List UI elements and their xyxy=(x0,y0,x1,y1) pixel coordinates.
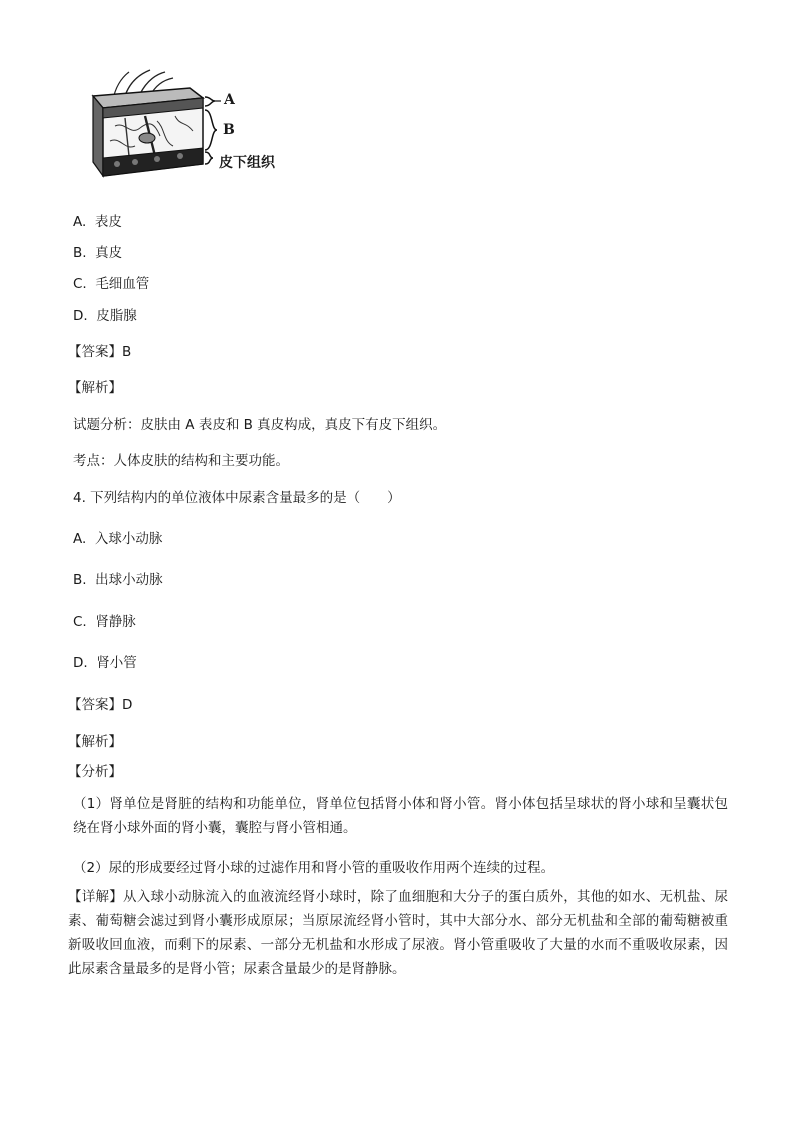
q4-option-b xyxy=(73,570,163,590)
q3-option-c xyxy=(73,274,149,294)
option-text: 肾小管 xyxy=(96,655,137,671)
q4-option-a xyxy=(73,529,162,549)
q4-detail xyxy=(68,885,728,981)
answer-tag: 【答案】 xyxy=(68,697,122,713)
answer-value: D xyxy=(122,697,133,713)
option-letter: D. xyxy=(73,308,88,324)
label-a: A xyxy=(224,92,235,108)
detail-tag: 【详解】 xyxy=(68,889,124,905)
option-text: 入球小动脉 xyxy=(94,531,163,547)
answer-tag: 【答案】 xyxy=(68,344,122,360)
option-letter: C. xyxy=(73,276,87,292)
q4-stem: 4. 下列结构内的单位液体中尿素含量最多的是（ ） xyxy=(73,490,401,506)
option-text: 肾静脉 xyxy=(95,614,136,630)
q4-analysis-tag: 【解析】 xyxy=(68,734,122,750)
option-letter: A. xyxy=(73,531,87,547)
option-text: 毛细血管 xyxy=(95,276,150,292)
q4-option-d xyxy=(73,653,137,673)
q4-answer xyxy=(68,695,132,715)
answer-value: B xyxy=(122,344,132,360)
q3-analysis-text: 试题分析：皮肤由 A 表皮和 B 真皮构成，真皮下有皮下组织。 xyxy=(73,417,447,433)
q3-key-point: 考点：人体皮肤的结构和主要功能。 xyxy=(73,453,289,469)
q3-option-d xyxy=(73,306,137,326)
option-letter: B. xyxy=(73,572,87,588)
q3-answer xyxy=(68,342,131,362)
skin-diagram xyxy=(85,66,295,194)
label-subcutaneous: 皮下组织 xyxy=(219,155,275,171)
option-letter: C. xyxy=(73,614,87,630)
option-letter: D. xyxy=(73,655,88,671)
option-text: 真皮 xyxy=(95,245,123,261)
option-text: 出球小动脉 xyxy=(95,572,163,588)
option-letter: B. xyxy=(73,245,87,261)
option-text: 皮脂腺 xyxy=(96,308,137,324)
q4-fenxi-tag: 【分析】 xyxy=(68,764,122,780)
q3-option-b xyxy=(73,243,122,263)
label-b: B xyxy=(223,122,235,138)
q3-option-a xyxy=(73,212,122,232)
option-text: 表皮 xyxy=(94,214,122,230)
q4-point-1: （1）肾单位是肾脏的结构和功能单位，肾单位包括肾小体和肾小管。肾小体包括呈球状的肾小球和呈囊状包绕在肾小球外面的肾小囊，囊腔与肾小管相通。 xyxy=(73,796,728,836)
q4-point-2: （2）尿的形成要经过肾小球的过滤作用和肾小管的重吸收作用两个连续的过程。 xyxy=(73,860,555,876)
q4-option-c xyxy=(73,612,136,632)
detail-text: 从入球小动脉流入的血液流经肾小球时，除了血细胞和大分子的蛋白质外，其他的如水、无机盐、尿素、葡萄糖会滤过到肾小囊形成原尿；当原尿流经肾小管时，其中大部分水、部分无机盐和全部的葡萄糖被重新吸收回血液，而剩下的尿素、一部分无机盐和水形成了尿液。肾小管重吸收了大量的水而不重吸收尿素，因此尿素含量最多的是肾小管；尿素含量最少的是肾静脉。 xyxy=(68,889,729,977)
q3-analysis-tag: 【解析】 xyxy=(68,380,122,396)
skin-block-illustration xyxy=(85,66,295,194)
option-letter: A. xyxy=(73,214,87,230)
